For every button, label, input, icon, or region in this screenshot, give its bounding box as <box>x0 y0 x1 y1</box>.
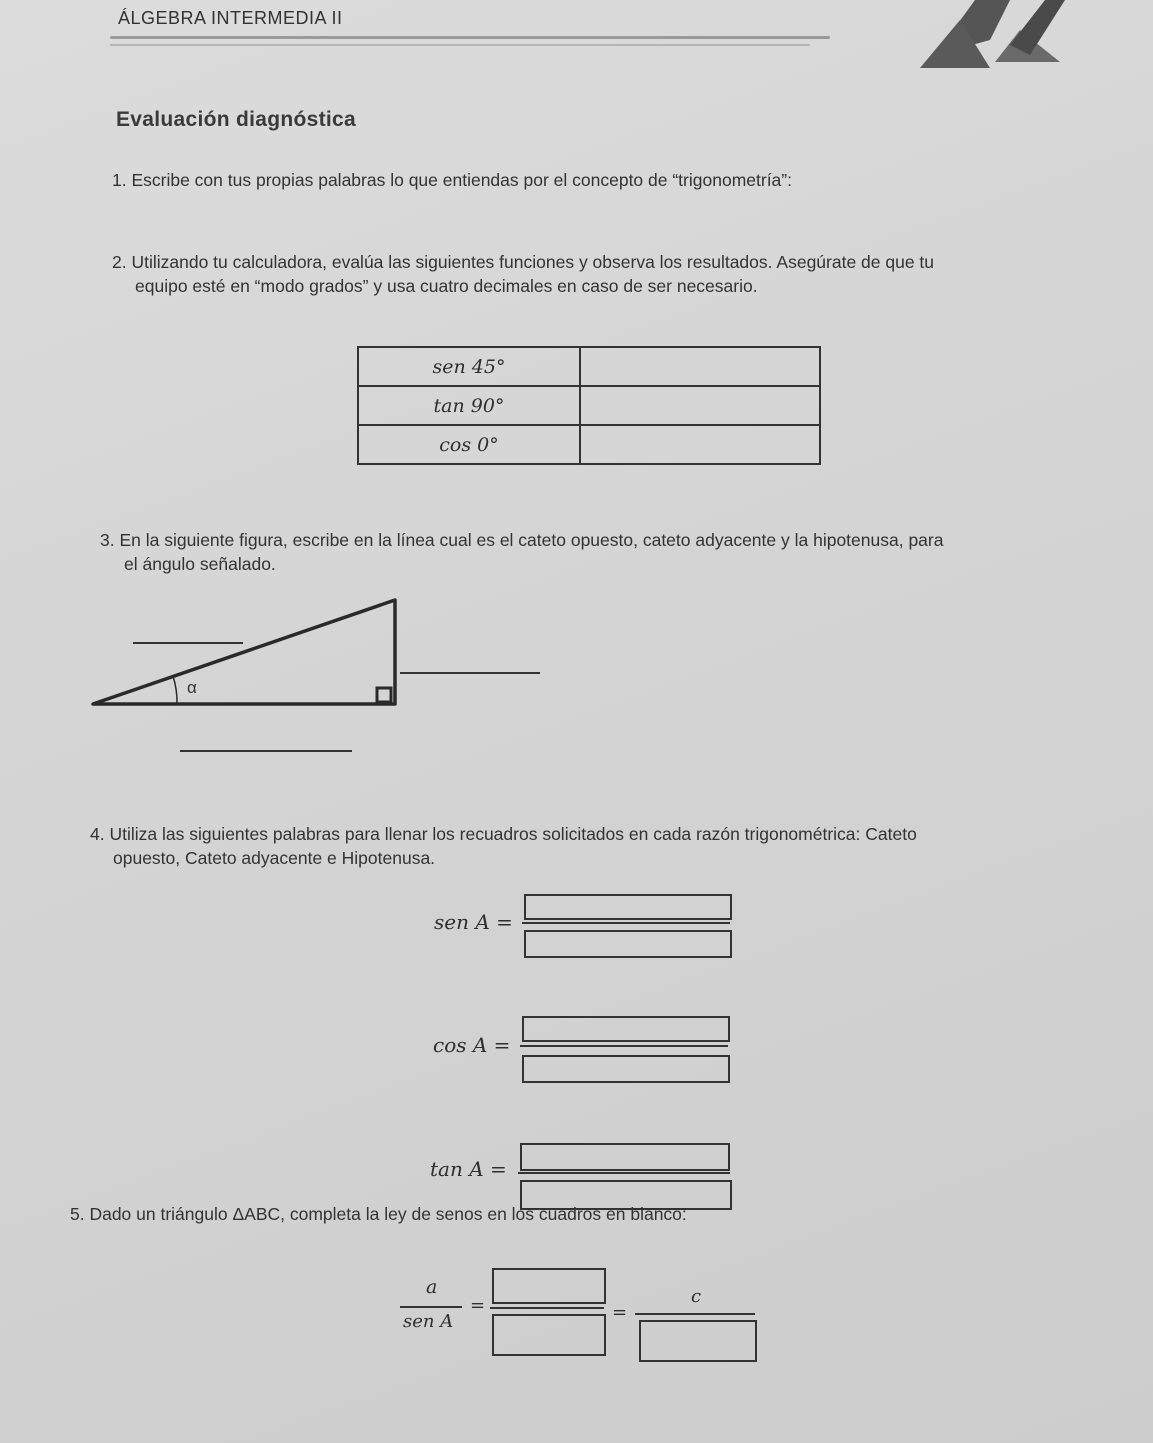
functions-table <box>357 346 821 465</box>
table-row <box>358 347 820 386</box>
sen-denominator-box[interactable] <box>524 930 732 958</box>
table-row <box>358 425 820 464</box>
course-title: ÁLGEBRA INTERMEDIA II <box>118 8 343 28</box>
law-equals-1: = <box>470 1295 486 1316</box>
question-4 <box>90 822 1120 870</box>
section-title: Evaluación diagnóstica <box>116 108 356 131</box>
law-equals-2: = <box>612 1302 628 1323</box>
header-rule <box>110 36 830 39</box>
right-triangle-figure <box>85 592 405 712</box>
tan-ratio-label: tan A = <box>430 1157 507 1181</box>
question-4-line-2: opuesto, Cateto adyacente e Hipotenusa. <box>113 848 436 868</box>
institution-logo <box>915 0 1065 72</box>
function-label: tan 90° <box>358 386 580 425</box>
function-answer-cell[interactable] <box>580 386 820 425</box>
question-3 <box>100 528 1110 576</box>
sen-numerator-box[interactable] <box>524 894 732 920</box>
function-answer-cell[interactable] <box>580 425 820 464</box>
law-denominator-a: sen A <box>403 1311 454 1332</box>
header-rule-secondary <box>110 44 810 46</box>
sen-ratio-label: sen A = <box>434 910 513 934</box>
law-fraction-line-c <box>635 1313 755 1315</box>
angle-alpha-label: α <box>187 678 197 697</box>
cos-numerator-box[interactable] <box>522 1016 730 1042</box>
table-row <box>358 386 820 425</box>
question-2 <box>112 250 1102 298</box>
question-4-line-1: 4. Utiliza las siguientes palabras para llenar los recuadros solicitados en cada razón trigonométrica: Cateto <box>90 824 917 844</box>
adjacent-leg-answer-line[interactable] <box>180 750 352 752</box>
law-fraction-line-b <box>490 1307 604 1309</box>
law-numerator-b-box[interactable] <box>492 1268 606 1304</box>
law-fraction-line-a <box>400 1306 462 1308</box>
law-denominator-b-box[interactable] <box>492 1314 606 1356</box>
tan-fraction-line <box>518 1172 730 1174</box>
question-2-line-2: equipo esté en “modo grados” y usa cuatro decimales en caso de ser necesario. <box>135 276 758 296</box>
opposite-leg-answer-line[interactable] <box>400 672 540 674</box>
function-label: cos 0° <box>358 425 580 464</box>
sen-fraction-line <box>522 922 730 924</box>
law-denominator-c-box[interactable] <box>639 1320 757 1362</box>
function-answer-cell[interactable] <box>580 347 820 386</box>
tan-numerator-box[interactable] <box>520 1143 730 1171</box>
function-label: sen 45° <box>358 347 580 386</box>
question-1: 1. Escribe con tus propias palabras lo que entiendas por el concepto de “trigonometría”: <box>112 170 792 190</box>
question-3-line-1: 3. En la siguiente figura, escribe en la línea cual es el cateto opuesto, cateto adyacente y la hipotenusa, para <box>100 530 944 550</box>
law-numerator-a: a <box>426 1276 438 1298</box>
cos-fraction-line <box>520 1045 728 1047</box>
law-numerator-c: c <box>691 1286 702 1307</box>
question-2-line-1: 2. Utilizando tu calculadora, evalúa las siguientes funciones y observa los resultados. Asegúrate de que tu <box>112 252 935 272</box>
cos-denominator-box[interactable] <box>522 1055 730 1083</box>
question-5: 5. Dado un triángulo ΔABC, completa la ley de senos en los cuadros en blanco: <box>70 1204 687 1224</box>
cos-ratio-label: cos A = <box>433 1033 511 1057</box>
hypotenuse-answer-line[interactable] <box>133 642 243 644</box>
question-3-line-2: el ángulo señalado. <box>124 554 276 574</box>
